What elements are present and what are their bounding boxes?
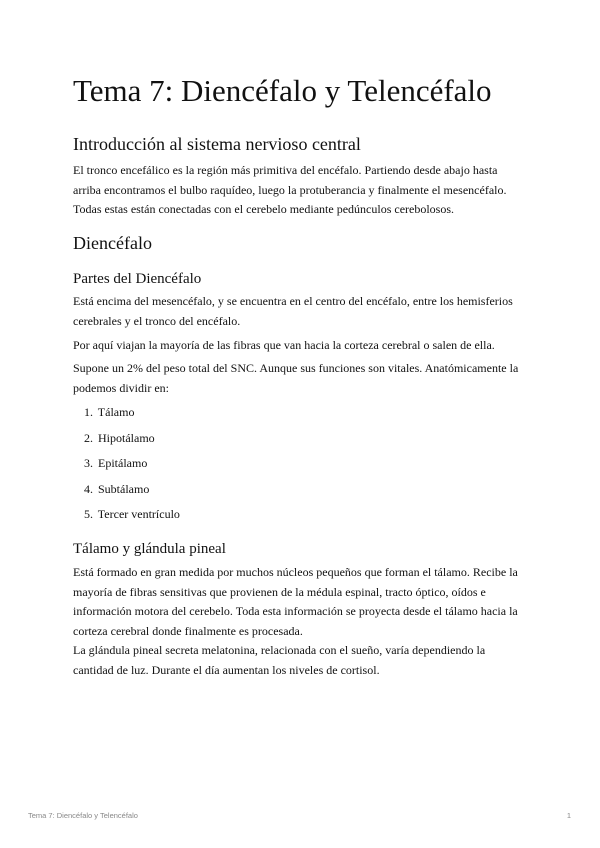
section-heading-diencefalo: Diencéfalo: [73, 233, 152, 253]
paragraph-partes-1: Está encima del mesencéfalo, y se encuentra en el centro del encéfalo, entre los hemisferios cerebrales y el tronco del encéfalo.: [73, 294, 513, 328]
page-title: Tema 7: Diencéfalo y Telencéfalo: [73, 73, 492, 108]
paragraph-partes-3: Supone un 2% del peso total del SNC. Aunque sus funciones son vitales. Anatómicamente la podemos dividir en:: [73, 361, 519, 395]
section-heading-intro: Introducción al sistema nervioso central: [73, 134, 361, 154]
footer-title: Tema 7: Diencéfalo y Telencéfalo: [28, 811, 138, 820]
list-item: 2. Hipotálamo: [84, 430, 155, 445]
list-item: 3. Epitálamo: [84, 456, 148, 470]
list-item: 1. Tálamo: [84, 405, 135, 419]
list-item: 4. Subtálamo: [84, 481, 150, 496]
paragraph-partes-2: Por aquí viajan la mayoría de las fibras que van hacia la corteza cerebral o salen de ella.: [73, 338, 495, 352]
paragraph-talamo-2: La glándula pineal secreta melatonina, relacionada con el sueño, varía dependiendo la cantidad de luz. Durante el día aumentan los niveles de cortisol.: [73, 643, 486, 677]
list-item: 5. Tercer ventrículo: [84, 507, 180, 521]
paragraph-talamo-1: Está formado en gran medida por muchos núcleos pequeños que forman el tálamo. Recibe la mayoría de fibras sensitivas que provienen de la médula espinal, tracto óptico, oídos e información motora del cerebelo. Toda esta información se proyecta desde el tálamo hacia la corteza cerebral donde finalmente es procesada.: [73, 565, 518, 638]
subsection-heading-talamo: Tálamo y glándula pineal: [73, 541, 226, 557]
footer-page-number: 1: [566, 811, 571, 820]
parts-list: [73, 403, 180, 531]
paragraph-intro: El tronco encefálico es la región más primitiva del encéfalo. Partiendo desde abajo hasta arriba encontramos el bulbo raquídeo, luego la protuberancia y finalmente el mesencéfalo. Todas estas están conectadas con el cerebelo mediante pedúnculos cerebolosos.: [73, 163, 507, 216]
subsection-heading-partes: Partes del Diencéfalo: [73, 271, 202, 287]
